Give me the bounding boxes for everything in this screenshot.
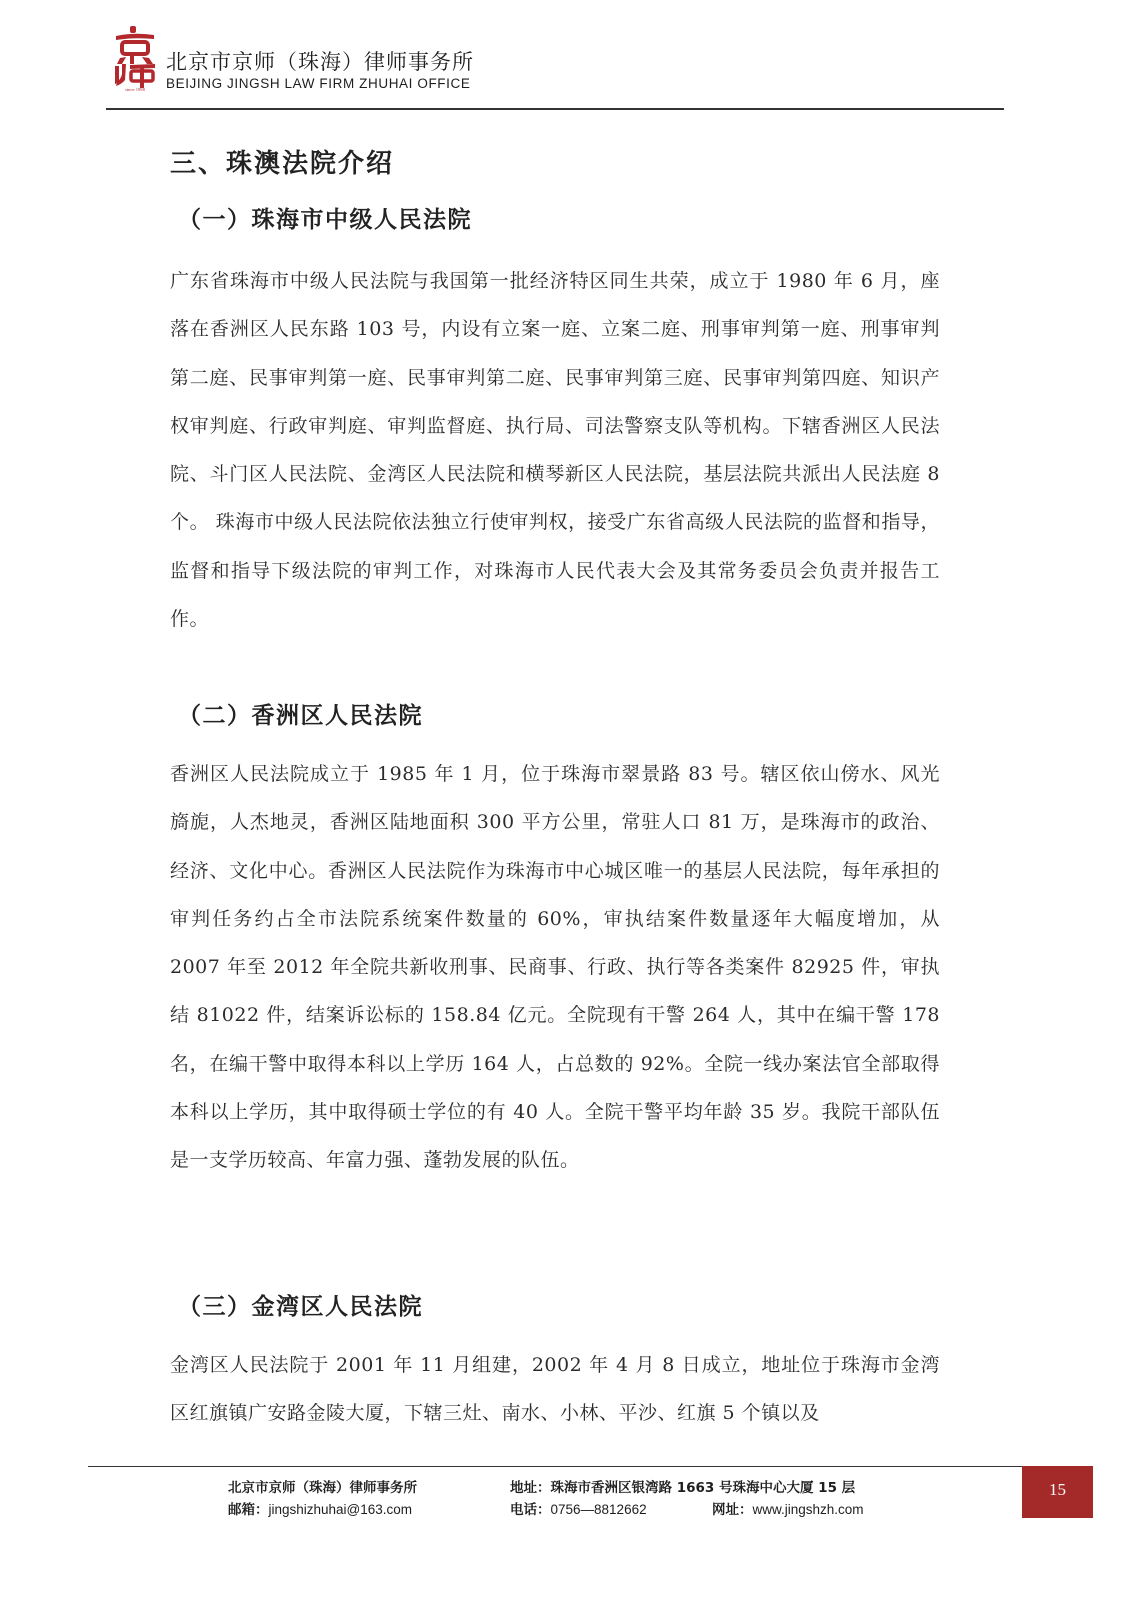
subsection-paragraph: 香洲区人民法院成立于 1985 年 1 月，位于珠海市翠景路 83 号。辖区依山傍水、风光旖旎，人杰地灵，香洲区陆地面积 300 平方公里，常驻人口 81 万，是珠海市的政治、经济、文化中心。香洲区人民法院作为珠海市中心城区唯一的基层人民法院，每年承担的审判任务约占全市法院系统案件数量的 60%，审执结案件数量逐年大幅度增加，从 2007 年至 2012 年全院共新收刑事、民商事、行政、执行等各类案件 82925 件，审执结 81022 件，结案诉讼标的 158.84 亿元。全院现有干警 264 人，其中在编干警 178 名，在编干警中取得本科以上学历 164 人，占总数的 92%。全院一线办案法官全部取得本科以上学历，其中取得硕士学位的有 40 人。全院干警平均年龄 35 岁。我院干部队伍是一支学历较高、年富力强、蓬勃发展的队伍。	[170, 763, 940, 1172]
logo-since-text: since 1998	[125, 87, 145, 92]
section-title: 三、珠澳法院介绍	[170, 149, 395, 179]
footer-firm-name: 北京市京师（珠海）律师事务所	[228, 1480, 417, 1496]
footer-email	[228, 1498, 412, 1518]
subsection-paragraph: 广东省珠海市中级人民法院与我国第一批经济特区同生共荣，成立于 1980 年 6 月，座落在香洲区人民东路 103 号，内设有立案一庭、立案二庭、刑事审判第一庭、刑事审判第二庭、民事审判第一庭、民事审判第二庭、民事审判第三庭、民事审判第四庭、知识产权审判庭、行政审判庭、审判监督庭、执行局、司法警察支队等机构。下辖香洲区人民法院、斗门区人民法院、金湾区人民法院和横琴新区人民法院，基层法院共派出人民法庭 8 个。 珠海市中级人民法院依法独立行使审判权，接受广东省高级人民法院的监督和指导，监督和指导下级法院的审判工作，对珠海市人民代表大会及其常务委员会负责并报告工作。	[170, 270, 940, 631]
footer-row	[228, 1498, 928, 1520]
footer-phone-label: 电话：	[510, 1502, 551, 1518]
footer-address	[510, 1476, 855, 1496]
subsection-heading: （三）金湾区人民法院	[178, 1294, 423, 1320]
footer-divider	[88, 1466, 1023, 1467]
footer-email-value[interactable]: jingshizhuhai@163.com	[268, 1502, 413, 1517]
firm-name-cn: 北京市京师（珠海）律师事务所	[166, 50, 474, 74]
footer-address-value: 珠海市香洲区银湾路 1663 号珠海中心大厦 15 层	[550, 1480, 856, 1496]
firm-logo	[110, 24, 160, 92]
page-footer	[228, 1476, 928, 1520]
firm-name-en: BEIJING JINGSH LAW FIRM ZHUHAI OFFICE	[166, 76, 471, 91]
footer-website	[712, 1498, 864, 1518]
footer-email-label: 邮箱：	[228, 1502, 269, 1518]
firm-logo-seal	[110, 24, 160, 92]
footer-website-label: 网址：	[712, 1502, 753, 1518]
footer-website-value[interactable]: www.jingshzh.com	[752, 1502, 864, 1517]
subsection-paragraph: 金湾区人民法院于 2001 年 11 月组建，2002 年 4 月 8 日成立，地址位于珠海市金湾区红旗镇广安路金陵大厦，下辖三灶、南水、小林、平沙、红旗 5 个镇以及	[170, 1354, 940, 1425]
subsection-heading: （一）珠海市中级人民法院	[178, 207, 472, 233]
page-number: 15	[1022, 1466, 1093, 1518]
subsection-heading: （二）香洲区人民法院	[178, 703, 423, 729]
footer-phone	[510, 1498, 647, 1518]
footer-address-label: 地址：	[510, 1480, 551, 1496]
footer-row	[228, 1476, 928, 1498]
page-header	[106, 18, 1004, 110]
footer-phone-value: 0756—8812662	[550, 1502, 647, 1517]
